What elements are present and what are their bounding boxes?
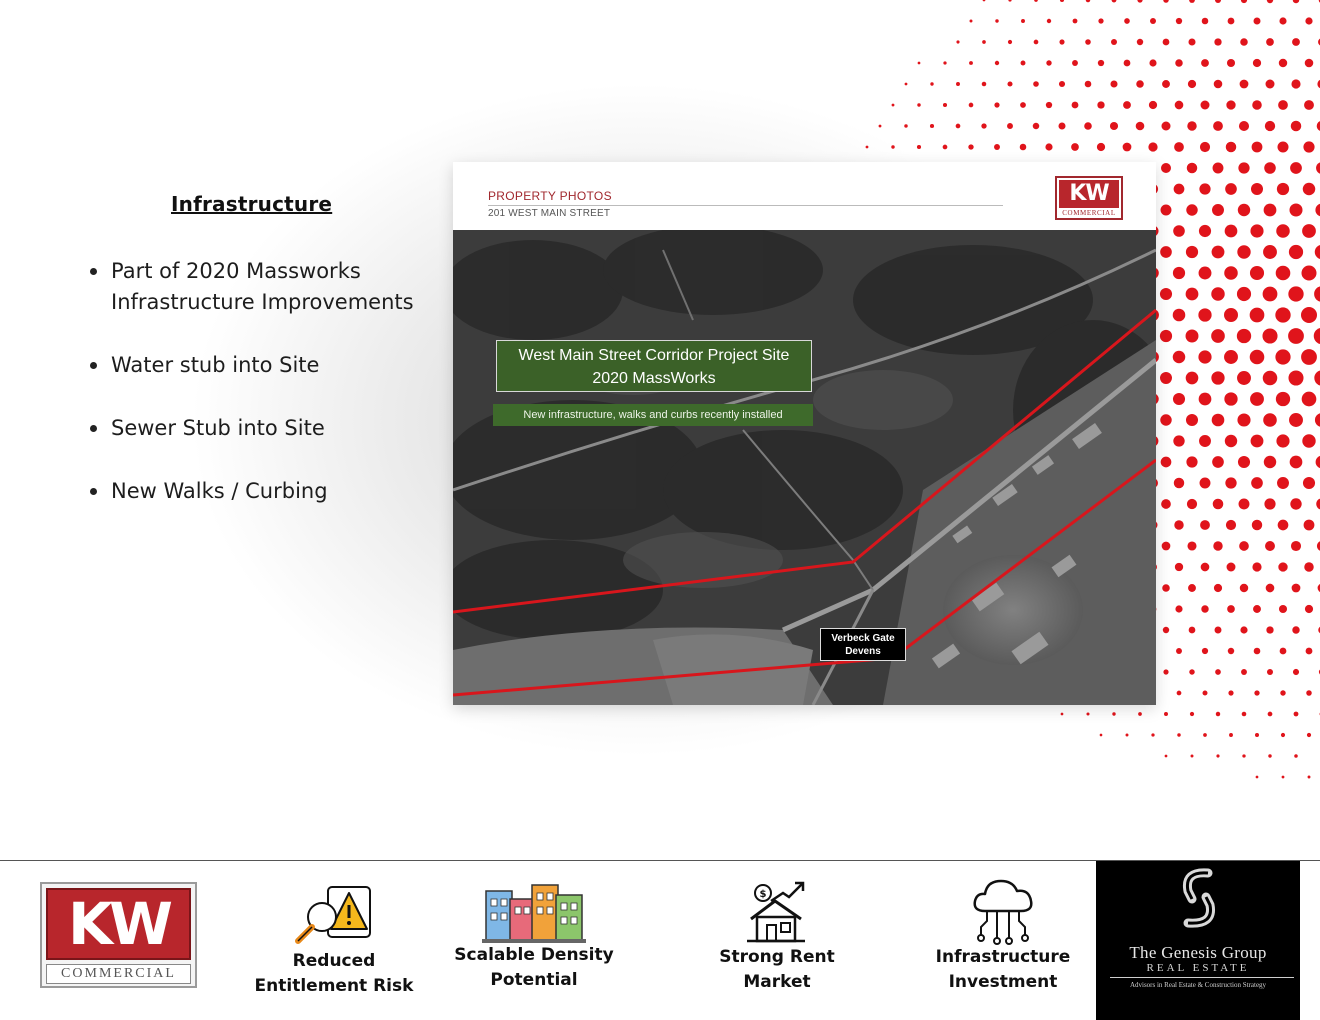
risk-magnifier-icon <box>292 883 376 949</box>
aerial-map-image <box>453 230 1156 705</box>
bullet-item: Water stub into Site <box>80 350 420 381</box>
infrastructure-note-label: New infrastructure, walks and curbs recently installed <box>493 404 813 426</box>
genesis-name: The Genesis Group <box>1129 943 1267 962</box>
project-site-label <box>496 340 812 392</box>
genesis-tagline: Advisors in Real Estate & Construction Strategy <box>1129 981 1267 989</box>
card-subtitle: 201 WEST MAIN STREET <box>488 208 611 219</box>
feature-label-line2: Entitlement Risk <box>254 976 414 996</box>
kw-logo-subtext: COMMERCIAL <box>1062 209 1116 217</box>
feature-label-line2: Potential <box>490 970 578 990</box>
property-photos-card <box>453 162 1156 705</box>
feature-label-line1: Scalable Density <box>454 945 614 965</box>
feature-label-line1: Reduced <box>292 951 376 971</box>
infrastructure-section <box>80 192 420 539</box>
bullet-item: New Walks / Curbing <box>80 476 420 507</box>
bullet-item: Part of 2020 Massworks Infrastructure Improvements <box>80 256 420 318</box>
project-site-label-line2: 2020 MassWorks <box>592 370 716 387</box>
bullet-item: Sewer Stub into Site <box>80 413 420 444</box>
feature-label-line2: Market <box>743 972 811 992</box>
svg-text:$: $ <box>759 889 767 900</box>
house-growth-icon <box>745 879 809 945</box>
kw-logo-letters: KW <box>1059 180 1119 208</box>
cloud-circuit-icon <box>971 877 1035 945</box>
bullet-list <box>80 256 420 507</box>
feature-strong-rent-market <box>687 879 867 995</box>
kw-logo-word: COMMERCIAL <box>46 964 191 984</box>
genesis-emblem-icon <box>1096 861 1300 941</box>
card-header <box>453 162 1156 230</box>
card-title: PROPERTY PHOTOS <box>488 189 612 203</box>
genesis-subtitle: REAL ESTATE <box>1146 962 1250 974</box>
aerial-map <box>453 230 1156 705</box>
verbeck-gate-line1: Verbeck Gate <box>831 633 895 644</box>
verbeck-gate-line2: Devens <box>845 646 881 657</box>
feature-infrastructure-investment <box>913 877 1093 995</box>
genesis-group-logo <box>1096 861 1300 1020</box>
footer-bar <box>0 860 1320 1020</box>
header-divider <box>488 205 1003 206</box>
section-title: Infrastructure <box>171 192 333 216</box>
feature-label-line1: Infrastructure <box>935 947 1071 967</box>
buildings-icon <box>482 879 586 943</box>
project-site-label-line1: West Main Street Corridor Project Site <box>518 347 790 364</box>
feature-label-line2: Investment <box>948 972 1058 992</box>
genesis-divider <box>1110 977 1294 978</box>
verbeck-gate-label <box>820 628 906 661</box>
feature-reduced-entitlement-risk <box>244 883 424 999</box>
kw-commercial-logo <box>40 882 197 988</box>
feature-scalable-density <box>444 879 624 993</box>
feature-label-line1: Strong Rent <box>719 947 835 967</box>
kw-commercial-logo-small <box>1055 176 1123 220</box>
kw-logo-letters: KW <box>46 888 191 960</box>
